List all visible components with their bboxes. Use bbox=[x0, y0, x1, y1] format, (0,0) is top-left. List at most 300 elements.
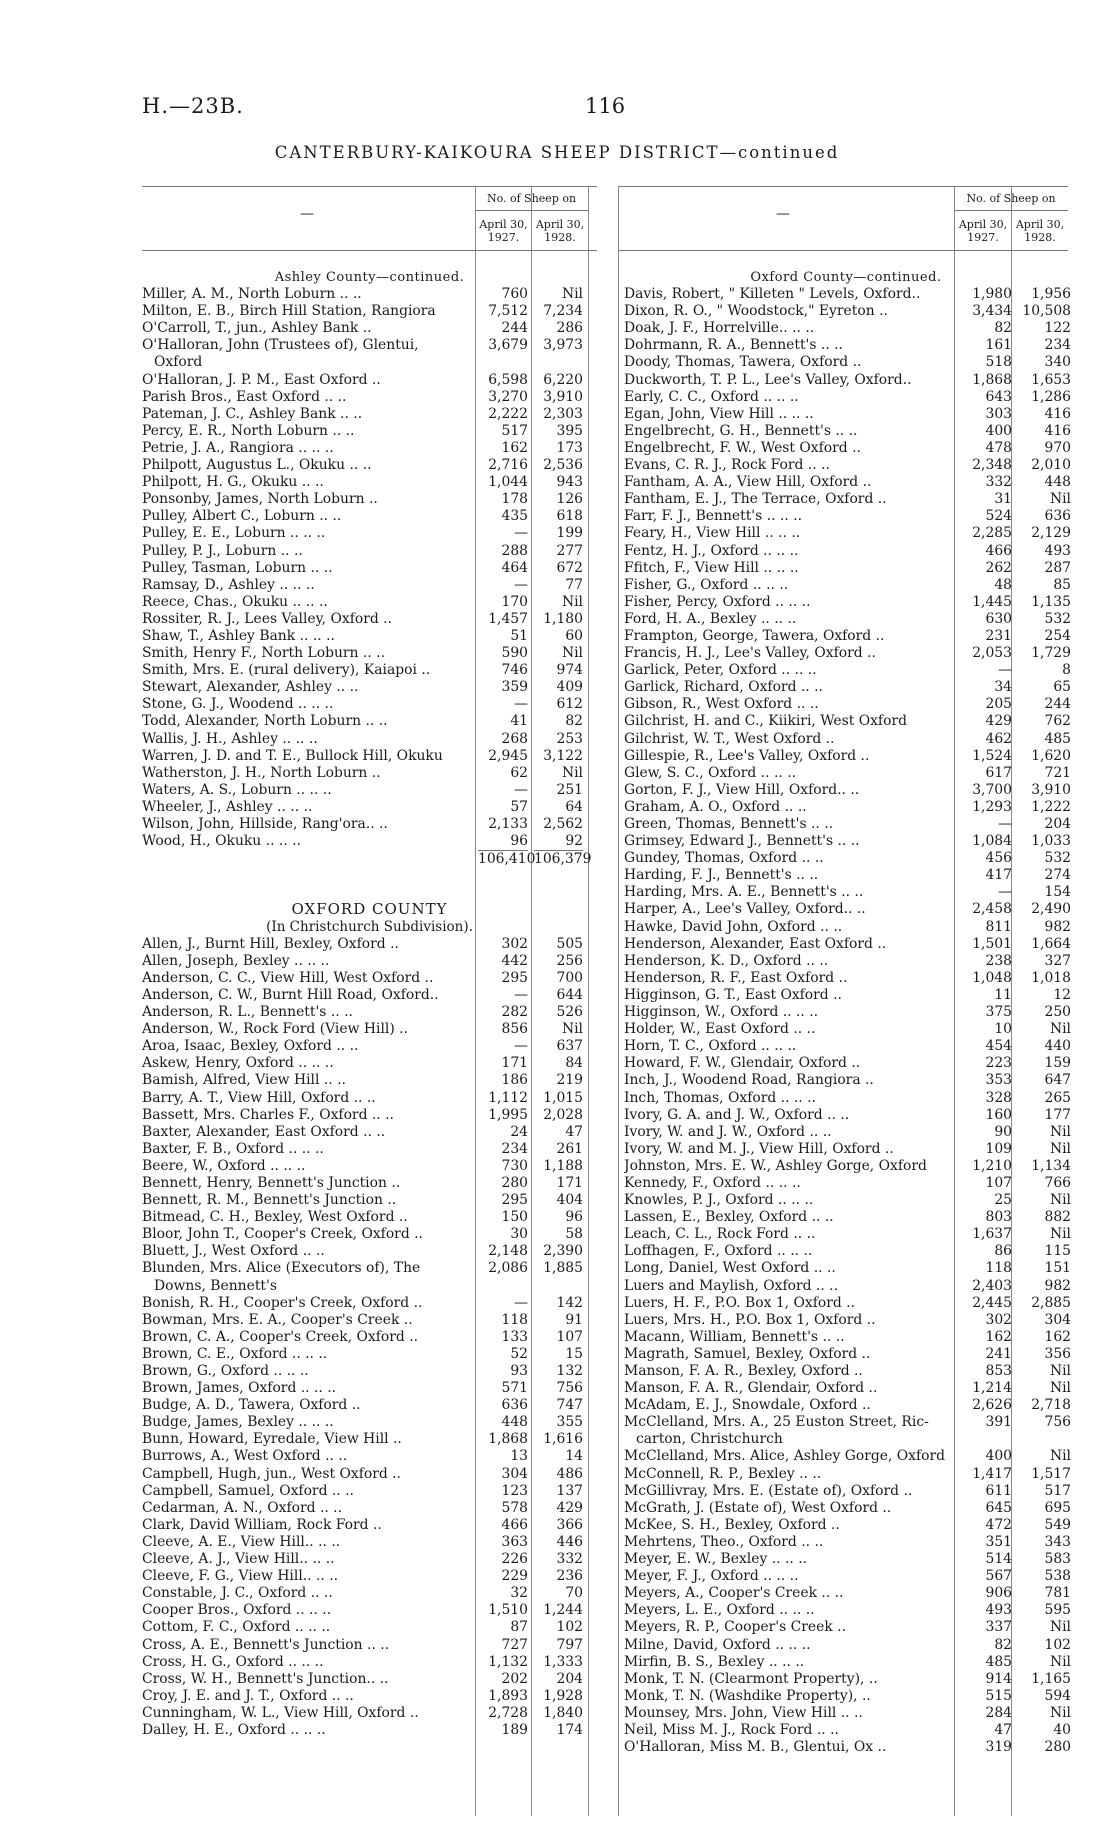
sheep-1927: 351 bbox=[985, 1533, 1012, 1550]
owner-name: Francis, H. J., Lee's Valley, Oxford .. bbox=[624, 645, 876, 662]
table-row bbox=[624, 969, 1071, 987]
group-header: No. of Sheep on bbox=[486, 192, 577, 205]
sheep-1928: 256 bbox=[556, 952, 583, 969]
sheep-1927: 1,995 bbox=[488, 1106, 528, 1123]
owner-name: Oxford bbox=[154, 354, 203, 371]
sheep-1927: 363 bbox=[501, 1533, 528, 1550]
table-row bbox=[624, 337, 1071, 354]
table-row bbox=[142, 525, 597, 542]
sheep-1927: 472 bbox=[985, 1516, 1012, 1533]
owner-name: Percy, E. R., North Loburn .. .. bbox=[142, 422, 355, 439]
owner-name: Campbell, Samuel, Oxford .. .. bbox=[142, 1482, 354, 1499]
table-row bbox=[142, 1551, 597, 1568]
sheep-1927: 391 bbox=[985, 1414, 1012, 1431]
sheep-1928: 1,188 bbox=[543, 1157, 583, 1174]
table-row bbox=[624, 508, 1071, 525]
sheep-1927: 34 bbox=[994, 679, 1012, 696]
sheep-1927: 238 bbox=[985, 952, 1012, 969]
table-row bbox=[142, 679, 597, 696]
sheep-1927: 730 bbox=[501, 1157, 528, 1174]
sheep-1928: 1,517 bbox=[1031, 1465, 1071, 1482]
owner-name: Ivory, W. and M. J., View Hill, Oxford .. bbox=[624, 1140, 894, 1157]
owner-name: Ivory, G. A. and J. W., Oxford .. .. bbox=[624, 1106, 850, 1123]
sheep-1928: 970 bbox=[1044, 439, 1071, 456]
sheep-1928: 277 bbox=[556, 542, 583, 559]
sheep-1928: 446 bbox=[556, 1533, 583, 1550]
table-row bbox=[624, 867, 1071, 884]
owner-name: Inch, J., Woodend Road, Rangiora .. bbox=[624, 1072, 874, 1089]
sheep-1927: 3,700 bbox=[972, 781, 1012, 798]
sheep-1927: 223 bbox=[985, 1055, 1012, 1072]
sheep-1928: Nil bbox=[1049, 1448, 1071, 1465]
owner-name: Johnston, Mrs. E. W., Ashley Gorge, Oxford bbox=[624, 1157, 927, 1174]
sheep-1928: 70 bbox=[565, 1585, 583, 1602]
sheep-1928: 1,018 bbox=[1031, 969, 1071, 986]
sheep-1928: 171 bbox=[556, 1174, 583, 1191]
table-row bbox=[624, 935, 1071, 953]
sheep-1927: 803 bbox=[985, 1209, 1012, 1226]
table-row bbox=[624, 439, 1071, 457]
sheep-1927: 454 bbox=[985, 1038, 1012, 1055]
name-col-header: — bbox=[776, 206, 790, 222]
owner-name: Evans, C. R. J., Rock Ford .. .. bbox=[624, 457, 830, 474]
sheep-1927: 1,637 bbox=[972, 1226, 1012, 1243]
owner-name: Henderson, Alexander, East Oxford .. bbox=[624, 935, 887, 952]
sheep-1928: 2,490 bbox=[1031, 901, 1071, 918]
owner-name: McClelland, Mrs. A., 25 Euston Street, Ric- bbox=[624, 1414, 929, 1431]
owner-name: Wood, H., Okuku .. .. .. bbox=[142, 833, 301, 850]
sheep-1928: 244 bbox=[1044, 696, 1071, 713]
table-row bbox=[624, 1414, 1071, 1431]
owner-name: Clark, David William, Rock Ford .. bbox=[142, 1516, 382, 1533]
table-row bbox=[624, 320, 1071, 337]
sheep-1928: 40 bbox=[1053, 1721, 1071, 1738]
sheep-1928: Nil bbox=[561, 286, 583, 303]
table-row bbox=[624, 1568, 1071, 1585]
sheep-1928: 756 bbox=[556, 1380, 583, 1397]
owner-name: Luers, H. F., P.O. Box 1, Oxford .. bbox=[624, 1294, 855, 1311]
sheep-1928: Nil bbox=[1049, 1619, 1071, 1636]
sheep-1928: 77 bbox=[565, 576, 583, 593]
owner-name: Inch, Thomas, Oxford .. .. .. bbox=[624, 1089, 816, 1106]
sheep-1927: 52 bbox=[510, 1345, 528, 1362]
sheep-1927: — bbox=[514, 576, 528, 593]
table-row bbox=[142, 1363, 597, 1380]
owner-name: McClelland, Mrs. Alice, Ashley Gorge, Oxford bbox=[624, 1448, 946, 1465]
table-row bbox=[142, 987, 597, 1004]
table-row bbox=[624, 1363, 1071, 1380]
table-row bbox=[624, 679, 1071, 696]
owner-name: Miller, A. M., North Loburn .. .. bbox=[142, 286, 362, 303]
sheep-1928: 2,390 bbox=[543, 1243, 583, 1260]
sheep-1927: 2,222 bbox=[488, 405, 528, 422]
owner-name: Campbell, Hugh, jun., West Oxford .. bbox=[142, 1465, 401, 1482]
sheep-1927: 51 bbox=[510, 627, 528, 644]
section-heading: Oxford County—continued. bbox=[750, 270, 942, 285]
name-col-header: — bbox=[300, 206, 314, 222]
table-row bbox=[142, 1619, 597, 1636]
sheep-1927: 359 bbox=[501, 679, 528, 696]
sheep-1928: 672 bbox=[556, 559, 583, 576]
sheep-1928: 58 bbox=[565, 1226, 583, 1243]
owner-name: McKee, S. H., Bexley, Oxford .. bbox=[624, 1516, 840, 1533]
sheep-1928: 1,180 bbox=[543, 610, 583, 627]
owner-name: Meyers, L. E., Oxford .. .. .. bbox=[624, 1602, 815, 1619]
sheep-1928: 12 bbox=[1053, 986, 1071, 1003]
sheep-1927: 244 bbox=[501, 320, 528, 337]
table-row bbox=[142, 1414, 597, 1431]
sheep-1927: 82 bbox=[994, 320, 1012, 337]
owner-name: Davis, Robert, " Killeten " Levels, Oxford.. bbox=[624, 286, 921, 303]
sheep-1928: 532 bbox=[1044, 850, 1071, 867]
sheep-1928: 366 bbox=[556, 1516, 583, 1533]
table-row bbox=[624, 1397, 1071, 1414]
owner-name: Brown, G., Oxford .. .. .. bbox=[142, 1363, 309, 1379]
sheep-1928: 3,122 bbox=[543, 747, 583, 764]
sheep-1928: 404 bbox=[556, 1192, 583, 1209]
owner-name: Harding, F. J., Bennett's .. .. bbox=[624, 867, 819, 884]
table-row bbox=[142, 560, 597, 577]
table-row bbox=[624, 474, 1071, 491]
owner-name: Farr, F. J., Bennett's .. .. .. bbox=[624, 508, 802, 525]
sheep-1927: 268 bbox=[501, 730, 528, 747]
owner-name: Meyer, E. W., Bexley .. .. .. bbox=[624, 1551, 808, 1568]
table-row bbox=[624, 1704, 1071, 1722]
sheep-1927: 1,524 bbox=[972, 747, 1012, 764]
table-row bbox=[624, 405, 1071, 423]
sheep-1927: 517 bbox=[501, 422, 528, 439]
table-row bbox=[624, 901, 1071, 918]
sheep-1927: 1,445 bbox=[972, 593, 1012, 610]
table-row bbox=[624, 576, 1071, 594]
owner-name: Brown, C. E., Oxford .. .. .. bbox=[142, 1345, 328, 1362]
table-row bbox=[624, 1089, 1071, 1107]
table-row bbox=[142, 1517, 597, 1534]
sheep-1928: 429 bbox=[556, 1499, 583, 1516]
sheep-1928: 486 bbox=[556, 1465, 583, 1482]
sheep-1928: 65 bbox=[1053, 679, 1071, 696]
table-row bbox=[142, 970, 597, 987]
sheep-1927: 485 bbox=[985, 1653, 1012, 1670]
sheep-1927: 107 bbox=[985, 1174, 1012, 1191]
sheep-1927: 202 bbox=[501, 1670, 528, 1687]
table-row bbox=[624, 1157, 1071, 1175]
sheep-1928: 355 bbox=[556, 1414, 583, 1431]
sheep-1928: 261 bbox=[556, 1140, 583, 1157]
owner-name: McAdam, E. J., Snowdale, Oxford .. bbox=[624, 1397, 871, 1414]
sheep-1927: — bbox=[514, 781, 528, 798]
table-row bbox=[142, 936, 597, 953]
sheep-1927: 493 bbox=[985, 1602, 1012, 1619]
owner-name: Mirfin, B. S., Bexley .. .. .. bbox=[624, 1653, 805, 1670]
sheep-1927: 760 bbox=[501, 286, 528, 303]
table-row bbox=[142, 1654, 597, 1671]
sheep-1927: 2,348 bbox=[972, 457, 1012, 474]
table-row bbox=[142, 1705, 597, 1722]
table-row bbox=[142, 1004, 597, 1021]
table-row bbox=[142, 1038, 597, 1055]
table-row bbox=[624, 1739, 1071, 1756]
sheep-1928: 416 bbox=[1044, 422, 1071, 439]
sheep-1928: 265 bbox=[1044, 1089, 1071, 1106]
owner-name: Egan, John, View Hill .. .. .. bbox=[624, 405, 814, 422]
sheep-1928: 82 bbox=[565, 713, 583, 730]
sheep-1928: 7,234 bbox=[543, 303, 583, 320]
sheep-1927: 41 bbox=[510, 713, 528, 730]
owner-name: Stewart, Alexander, Ashley .. .. bbox=[142, 679, 359, 696]
sheep-1928: 1,956 bbox=[1031, 286, 1071, 303]
sheep-1928: 6,220 bbox=[543, 371, 583, 388]
right-table bbox=[618, 186, 1071, 1826]
owner-name: Gilchrist, W. T., West Oxford .. bbox=[624, 730, 835, 747]
sheep-1927: 3,434 bbox=[972, 303, 1012, 320]
owner-name: Green, Thomas, Bennett's .. .. bbox=[624, 816, 834, 832]
sheep-1927: 93 bbox=[510, 1363, 528, 1379]
sheep-1928: 107 bbox=[556, 1328, 583, 1345]
sheep-1927: 32 bbox=[510, 1585, 528, 1602]
sheep-1928: 219 bbox=[556, 1072, 583, 1089]
page-number: 116 bbox=[585, 94, 626, 118]
sheep-1928: 594 bbox=[1044, 1687, 1071, 1704]
sheep-1927: 2,458 bbox=[972, 901, 1012, 918]
sheep-1928: 1,165 bbox=[1031, 1670, 1071, 1687]
sheep-1927: 636 bbox=[501, 1397, 528, 1414]
owner-name: Cross, H. G., Oxford .. .. .. bbox=[142, 1653, 324, 1670]
table-row bbox=[624, 1294, 1071, 1312]
owner-name: Holder, W., East Oxford .. .. bbox=[624, 1021, 816, 1038]
owner-name: Pulley, P. J., Loburn .. .. bbox=[142, 542, 303, 559]
table-row bbox=[142, 1431, 597, 1448]
sheep-1928: 2,028 bbox=[543, 1106, 583, 1123]
sheep-1928: 1,286 bbox=[1031, 388, 1071, 405]
table-row bbox=[142, 594, 597, 611]
owner-name: Knowles, P. J., Oxford .. .. .. bbox=[624, 1192, 814, 1209]
owner-name: Fisher, G., Oxford .. .. .. bbox=[624, 576, 789, 593]
table-row bbox=[142, 1346, 597, 1363]
document-reference: H.—23B. bbox=[142, 94, 244, 118]
sheep-1928: 91 bbox=[565, 1311, 583, 1328]
table-row bbox=[142, 1278, 597, 1295]
owner-name: Anderson, C. C., View Hill, West Oxford .. bbox=[142, 969, 434, 986]
sheep-1928: 177 bbox=[1044, 1106, 1071, 1123]
owner-name: Allen, J., Burnt Hill, Bexley, Oxford .. bbox=[142, 935, 399, 952]
table-row bbox=[624, 593, 1071, 611]
sheep-1927: 295 bbox=[501, 969, 528, 986]
owner-name: Dalley, H. E., Oxford .. .. .. bbox=[142, 1721, 326, 1738]
table-row bbox=[142, 1448, 597, 1465]
owner-name: Doak, J. F., Horrelville.. .. .. bbox=[624, 320, 815, 337]
sheep-1927: 161 bbox=[985, 337, 1012, 354]
table-row bbox=[624, 1038, 1071, 1055]
sheep-1927: 524 bbox=[985, 508, 1012, 525]
sheep-1927: 7,512 bbox=[488, 303, 528, 320]
table-row bbox=[142, 833, 597, 850]
owner-name: Engelbrecht, F. W., West Oxford .. bbox=[624, 439, 861, 456]
table-row bbox=[624, 816, 1071, 833]
table-row bbox=[624, 457, 1071, 474]
table-row bbox=[142, 372, 597, 389]
sheep-1928: 448 bbox=[1044, 474, 1071, 491]
owner-name: Garlick, Peter, Oxford .. .. .. bbox=[624, 662, 817, 679]
owner-name: Fisher, Percy, Oxford .. .. .. bbox=[624, 593, 811, 610]
table-row bbox=[142, 1055, 597, 1072]
sheep-1927: — bbox=[998, 816, 1012, 832]
sheep-1927: 442 bbox=[501, 952, 528, 969]
owner-name: Neil, Miss M. J., Rock Ford .. .. bbox=[624, 1721, 839, 1738]
table-row bbox=[624, 1602, 1071, 1619]
table-row bbox=[142, 303, 597, 320]
sheep-1928: 766 bbox=[1044, 1174, 1071, 1191]
sheep-1927: 2,148 bbox=[488, 1243, 528, 1260]
owner-name: Cooper Bros., Oxford .. .. .. bbox=[142, 1602, 332, 1619]
sheep-1928: 538 bbox=[1044, 1568, 1071, 1585]
owner-name: O'Halloran, Miss M. B., Glentui, Ox .. bbox=[624, 1739, 887, 1756]
table-row bbox=[624, 1448, 1071, 1465]
table-row bbox=[624, 662, 1071, 679]
sheep-1928: 637 bbox=[556, 1038, 583, 1055]
table-row bbox=[624, 1670, 1071, 1688]
sheep-1928: 304 bbox=[1044, 1311, 1071, 1328]
owner-name: Anderson, W., Rock Ford (View Hill) .. bbox=[142, 1021, 408, 1038]
sheep-1928: 1,222 bbox=[1031, 798, 1071, 815]
sheep-1927: 1,510 bbox=[488, 1602, 528, 1619]
sheep-1927: 171 bbox=[501, 1055, 528, 1072]
section-heading: OXFORD COUNTY bbox=[291, 900, 448, 919]
sheep-1927: 332 bbox=[985, 474, 1012, 491]
right-rows bbox=[624, 269, 1071, 1756]
sheep-1928: 254 bbox=[1044, 627, 1071, 644]
sheep-1928: 1,015 bbox=[543, 1089, 583, 1106]
sheep-1928: Nil bbox=[1049, 1123, 1071, 1140]
sheep-1928: 174 bbox=[556, 1721, 583, 1738]
table-row bbox=[624, 525, 1071, 542]
sheep-1928: 618 bbox=[556, 508, 583, 525]
sheep-1928: 159 bbox=[1044, 1055, 1071, 1072]
owner-name: Manson, F. A. R., Bexley, Oxford .. bbox=[624, 1363, 863, 1379]
table-row bbox=[142, 1021, 597, 1038]
table-row bbox=[624, 764, 1071, 782]
table-row bbox=[142, 1107, 597, 1124]
sheep-1927: 611 bbox=[985, 1482, 1012, 1499]
sheep-1927: 11 bbox=[994, 986, 1012, 1003]
sheep-1927: 162 bbox=[501, 439, 528, 456]
owner-name: Croy, J. E. and J. T., Oxford .. .. bbox=[142, 1687, 354, 1704]
sheep-1927: 456 bbox=[985, 850, 1012, 867]
owner-name: Grimsey, Edward J., Bennett's .. .. bbox=[624, 833, 860, 850]
sheep-1927: 856 bbox=[501, 1021, 528, 1038]
owner-name: McGillivray, Mrs. E. (Estate of), Oxford .. bbox=[624, 1482, 913, 1499]
sheep-1927: 6,598 bbox=[488, 371, 528, 388]
sheep-1928: 253 bbox=[556, 730, 583, 747]
col-header-1928: April 30, 1928. bbox=[1015, 218, 1065, 244]
owner-name: Rossiter, R. J., Lees Valley, Oxford .. bbox=[142, 610, 392, 627]
owner-name: Pulley, E. E., Loburn .. .. .. bbox=[142, 525, 326, 542]
table-row bbox=[624, 388, 1071, 406]
sheep-1928: 1,885 bbox=[543, 1260, 583, 1277]
table-row bbox=[624, 1499, 1071, 1517]
table-row bbox=[142, 457, 597, 474]
sheep-1927: 47 bbox=[994, 1721, 1012, 1738]
sheep-1927: 578 bbox=[501, 1499, 528, 1516]
sheep-1928: 234 bbox=[1044, 337, 1071, 354]
sheep-1928: 204 bbox=[1044, 816, 1071, 832]
owner-name: Henderson, K. D., Oxford .. .. bbox=[624, 952, 829, 969]
owner-name: Downs, Bennett's bbox=[154, 1277, 277, 1294]
sheep-1928: 1,134 bbox=[1031, 1157, 1071, 1174]
sheep-1927: 571 bbox=[501, 1380, 528, 1397]
sheep-1927: 57 bbox=[510, 798, 528, 815]
owner-name: Magrath, Samuel, Bexley, Oxford .. bbox=[624, 1345, 871, 1362]
sheep-1927: 162 bbox=[985, 1328, 1012, 1345]
left-table bbox=[142, 186, 597, 1826]
sheep-1928: 2,010 bbox=[1031, 457, 1071, 474]
sheep-1928: Nil bbox=[1049, 1653, 1071, 1670]
sheep-1927: 645 bbox=[985, 1499, 1012, 1516]
sheep-1928: 1,033 bbox=[1031, 833, 1071, 850]
table-row bbox=[142, 765, 597, 782]
owner-name: O'Carroll, T., jun., Ashley Bank .. bbox=[142, 320, 372, 337]
table-row bbox=[624, 1072, 1071, 1089]
table-row bbox=[624, 1516, 1071, 1534]
table-row bbox=[624, 1585, 1071, 1602]
sheep-1928: 1,928 bbox=[543, 1687, 583, 1704]
owner-name: Mounsey, Mrs. John, View Hill .. .. bbox=[624, 1704, 863, 1721]
sheep-1928: Nil bbox=[1049, 1021, 1071, 1038]
owner-name: Gibson, R., West Oxford .. .. bbox=[624, 696, 819, 713]
table-row bbox=[624, 833, 1071, 850]
subtotal-row bbox=[142, 850, 597, 867]
sheep-1927: 466 bbox=[985, 542, 1012, 559]
table-row bbox=[142, 816, 597, 833]
owner-name: Cleeve, A. E., View Hill.. .. .. bbox=[142, 1533, 341, 1550]
table-row bbox=[624, 884, 1071, 901]
sheep-1927: 1,112 bbox=[488, 1089, 528, 1106]
table-row bbox=[142, 1312, 597, 1329]
sheep-1928: 636 bbox=[1044, 508, 1071, 525]
owner-name: Bitmead, C. H., Bexley, West Oxford .. bbox=[142, 1209, 408, 1226]
table-row bbox=[142, 1141, 597, 1158]
sheep-1927: 429 bbox=[985, 713, 1012, 730]
table-row bbox=[624, 798, 1071, 816]
owner-name: Henderson, R. F., East Oxford .. bbox=[624, 969, 848, 986]
sheep-1927: 2,086 bbox=[488, 1260, 528, 1277]
table-row bbox=[142, 474, 597, 491]
sheep-1927: 2,133 bbox=[488, 816, 528, 832]
sheep-1928: 505 bbox=[556, 935, 583, 952]
sheep-1928: 132 bbox=[556, 1363, 583, 1379]
sheep-1927: 375 bbox=[985, 1004, 1012, 1021]
sheep-1927: 170 bbox=[501, 593, 528, 610]
owner-name: Beere, W., Oxford .. .. .. bbox=[142, 1157, 306, 1174]
sheep-1928: 286 bbox=[556, 320, 583, 337]
sheep-1928: 583 bbox=[1044, 1551, 1071, 1568]
sheep-1927: 2,626 bbox=[972, 1397, 1012, 1414]
table-row bbox=[142, 1671, 597, 1688]
table-row bbox=[624, 1140, 1071, 1158]
owner-name: Dohrmann, R. A., Bennett's .. .. bbox=[624, 337, 843, 354]
sheep-1927: 906 bbox=[985, 1585, 1012, 1602]
sheep-1927: 241 bbox=[985, 1345, 1012, 1362]
owner-name: Harper, A., Lee's Valley, Oxford.. .. bbox=[624, 901, 866, 918]
owner-name: Cedarman, A. N., Oxford .. .. bbox=[142, 1499, 343, 1516]
owner-name: Ford, H. A., Bexley .. .. .. bbox=[624, 610, 797, 627]
owner-name: Cunningham, W. L., View Hill, Oxford .. bbox=[142, 1704, 419, 1721]
table-row bbox=[142, 577, 597, 594]
sheep-1928: 115 bbox=[1044, 1243, 1071, 1260]
sheep-1928: 695 bbox=[1044, 1499, 1071, 1516]
table-row bbox=[624, 1260, 1071, 1277]
sheep-1927: 2,403 bbox=[972, 1277, 1012, 1294]
